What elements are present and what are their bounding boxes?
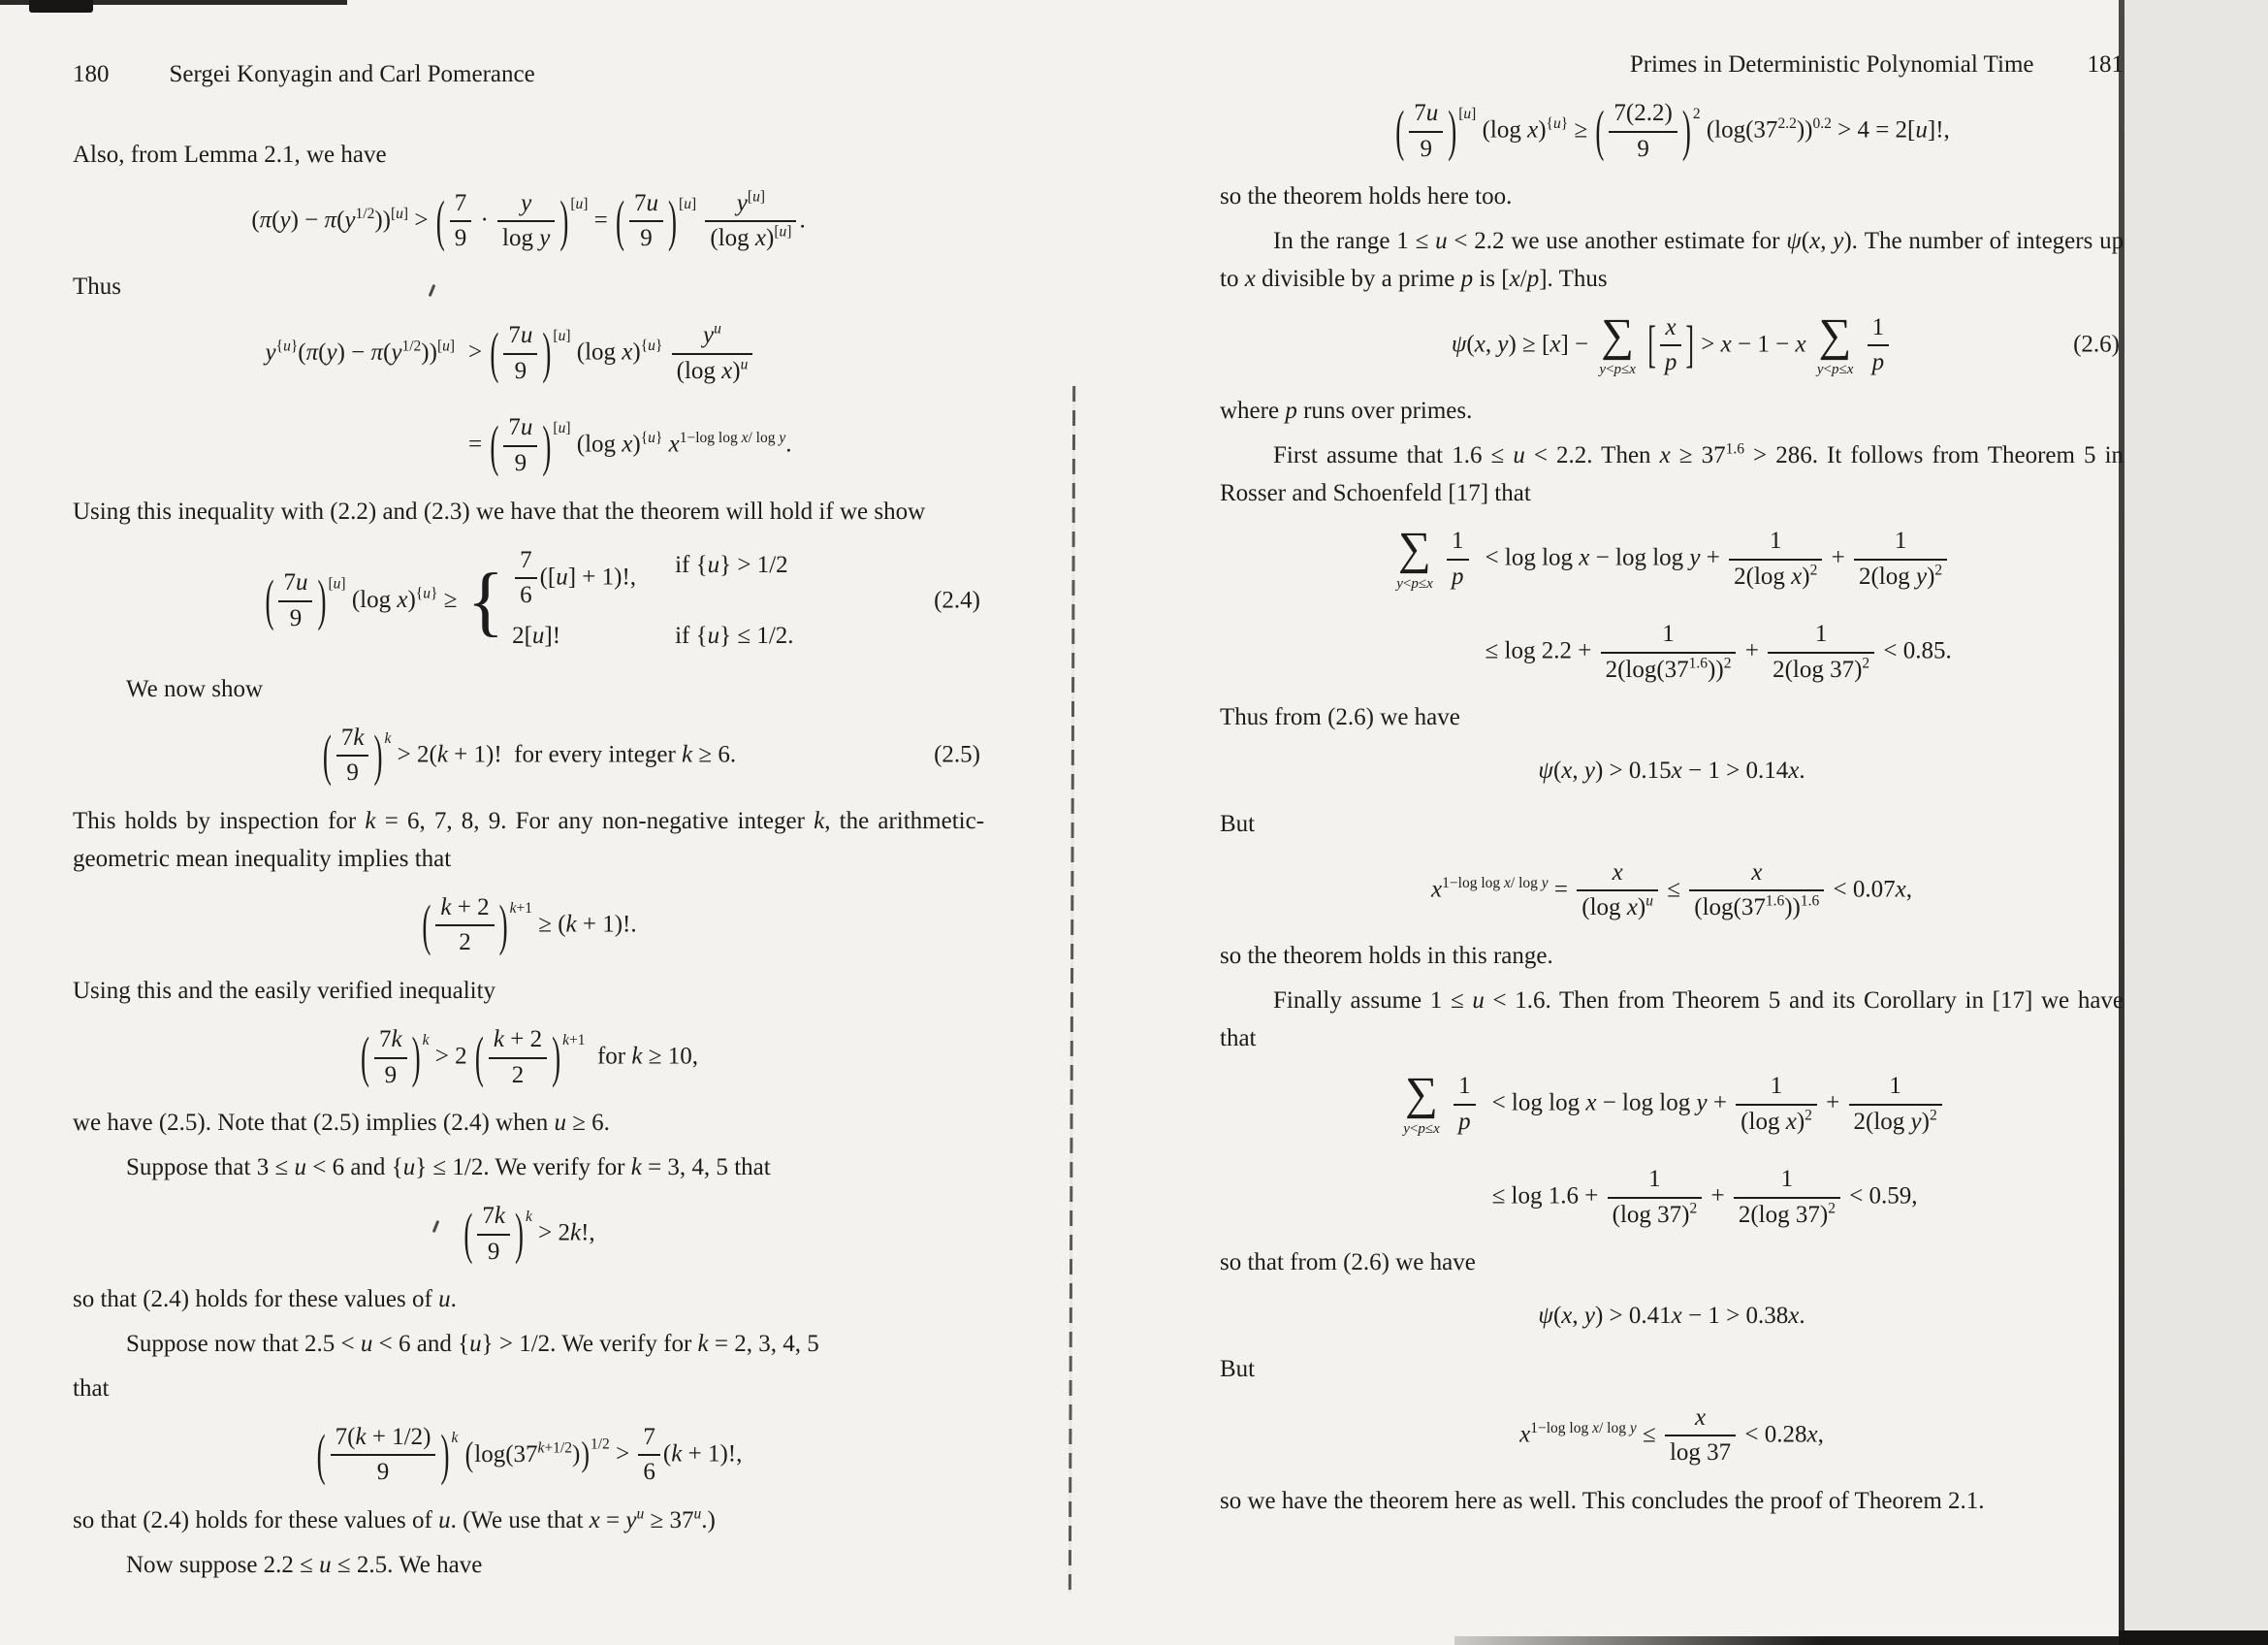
equation-row: ≤ log 2.2 + $\frac{1}{2(\log(37^{1.6}))^2}$ + $\frac{1}{2(\log 37)^2}$ < 0.85. xyxy=(1485,620,1952,683)
equation-body: ψ(x, y) ≥ [x] − ∑ y<p≤x [ $\frac{x}{p}$ ] > x − 1 − x ∑ y<p≤x $\frac{1}{p}$ xyxy=(1452,314,1892,378)
paragraph: Suppose that 3 ≤ u < 6 and {u} ≤ 1/2. We verify for k = 3, 4, 5 that xyxy=(126,1154,771,1180)
display-equation-aligned xyxy=(73,322,984,478)
paragraph: Finally assume 1 ≤ u < 1.6. Then from Theorem 5 and its Corollary in [17] we have that xyxy=(1220,986,2124,1051)
equation-body: ( $\frac{7k}{9}$ ) $^k$ > 2k!, xyxy=(463,1202,595,1265)
right-page xyxy=(1220,0,2124,1528)
paragraph: Thus from (2.6) we have xyxy=(1220,704,1460,731)
running-head-title-right: Primes in Deterministic Polynomial Time xyxy=(1629,51,2034,78)
equation-number: (2.6) xyxy=(2073,331,2120,358)
paragraph: We now show xyxy=(126,675,264,702)
bottom-edge-corner xyxy=(2119,1630,2268,1645)
display-equation xyxy=(73,547,984,656)
equation-body: $(\pi(y) - \pi(y^{1/2}))[u]$ > ( $\frac{7}{9}$ · $\frac{y}{\text{log y}}$ ) [u] = ( $\frac{7u}{9}$ ) [u] $\frac{y^{[u]}}{(\log x)^{[u]}}$ . xyxy=(251,188,806,252)
equation-lhs: ∑ y<p≤x $\frac{1}{p}$ xyxy=(1391,528,1471,592)
equation-row: > ( $\frac{7u}{9}$ ) [u] (log x)$^{\{u\}}$ $\frac{y^u}{(\log x)^u}$ xyxy=(468,322,791,386)
paragraph: we have (2.5). Note that (2.5) implies (2.4) when u ≥ 6. xyxy=(73,1110,610,1137)
page-number-left: 180 xyxy=(73,61,110,87)
display-equation xyxy=(73,725,984,789)
equation-number: (2.4) xyxy=(934,587,980,614)
equation-body: ( $\frac{7k}{9}$ ) $^k$ > 2(k + 1)! for every integer k ≥ 6. xyxy=(322,723,737,787)
equation-body: $x^{1-log log x/ log y}$ = $\frac{x}{(\log x)^u}$ ≤ $\frac{x}{(\log(37^{1.6}))^{1.6}}$ < 0.07x, xyxy=(1431,858,1912,921)
paragraph: But xyxy=(1220,810,1256,837)
equation-body: ( $\frac{7u}{9}$ ) [u] (log x)$^{\{u\}}$ ≥ { $\frac{7}{6}$ ([u] + 1)!, if {u} > 1/2 2[u]! if {u} ≤ 1/2. xyxy=(265,546,794,649)
display-equation xyxy=(1220,1298,2124,1336)
paragraph: so that from (2.6) we have xyxy=(1220,1249,1476,1276)
paragraph: Using this inequality with (2.2) and (2.3) we have that the theorem will hold if we show xyxy=(73,498,926,525)
display-equation xyxy=(73,1026,984,1090)
paragraph: that xyxy=(73,1374,110,1402)
paragraph: so we have the theorem here as well. This concludes the proof of Theorem 2.1. xyxy=(1220,1488,1985,1514)
paragraph: First assume that 1.6 ≤ u < 2.2. Then $x \ge 37^{1.6} > 286$. It follows from Theorem 5 in Rosser and Schoenfeld [17] that xyxy=(1220,440,2124,506)
paragraph: Using this and the easily verified inequality xyxy=(73,978,496,1004)
outer-right-band xyxy=(2124,0,2268,1645)
equation-row: ≤ log 1.6 + $\frac{1}{(\log 37)^2}$ + $\frac{1}{2(\log 37)^2}$ < 0.59, xyxy=(1491,1165,1918,1228)
paragraph: where p runs over primes. xyxy=(1220,398,1473,424)
paragraph: Also, from Lemma 2.1, we have xyxy=(73,141,387,168)
display-equation xyxy=(1220,309,2124,378)
equation-row: = ( $\frac{7u}{9}$ ) [u] (log x)$^{\{u\}}$ $x^{1-log log x/ log y}$. xyxy=(468,413,792,477)
display-equation xyxy=(73,190,984,254)
running-head-left xyxy=(73,56,984,94)
paragraph: Suppose now that 2.5 < u < 6 and {u} > 1/2. We verify for k = 2, 3, 4, 5 xyxy=(126,1331,819,1357)
equation-row: < log log x − log log y + $\frac{1}{(\log x)^2}$ + $\frac{1}{2(\log y)^2}$ xyxy=(1492,1073,1945,1137)
display-equation xyxy=(73,894,984,958)
equation-row: < log log x − log log y + $\frac{1}{2(\log x)^2}$ + $\frac{1}{2(\log y)^2}$ xyxy=(1485,528,1952,592)
display-equation xyxy=(73,1203,984,1267)
paragraph: so the theorem holds here too. xyxy=(1220,183,1513,210)
equation-body: ψ(x, y) > 0.41x − 1 > 0.38x. xyxy=(1538,1303,1805,1329)
paragraph: In the range 1 ≤ u < 2.2 we use another estimate for ψ(x, y). The number of integers up to x divisible by a prime p is [x/p]. Thus xyxy=(1220,228,2124,292)
equation-body: ( $\frac{7(k + 1/2)}{9}$ ) $^k$ ( $\log(37^{k+1/2})$ ) $^{1/2}$ > $\frac{7}{6}$ (k + 1)!, xyxy=(316,1422,743,1486)
gutter-shadow xyxy=(1069,386,1075,1594)
equation-body: $x^{1-log log x/ log y}$ ≤ $\frac{x}{\log 37}$ < 0.28x, xyxy=(1519,1403,1824,1467)
right-page-content xyxy=(1220,100,2124,1521)
paragraph: But xyxy=(1220,1355,1256,1382)
running-head-right xyxy=(1220,47,2124,84)
display-equation-aligned xyxy=(1220,1069,2124,1229)
paragraph: Thus xyxy=(73,274,121,300)
paragraph: Now suppose 2.2 ≤ u ≤ 2.5. We have xyxy=(126,1551,483,1578)
display-equation-aligned xyxy=(1220,524,2124,684)
equation-body: ( $\frac{k + 2}{2}$ ) $^{k+1}$ ≥ (k + 1)!. xyxy=(422,892,637,956)
left-page-content xyxy=(73,137,984,1585)
equation-lhs: ∑ y<p≤x $\frac{1}{p}$ xyxy=(1398,1073,1478,1137)
equation-number: (2.5) xyxy=(934,741,980,768)
equation-body: ( $\frac{7k}{9}$ ) $^k$ > 2 ( $\frac{k + 2}{2}$ ) $^{k+1}$ for k ≥ 10, xyxy=(361,1025,698,1088)
equation-body: ψ(x, y) > 0.15x − 1 > 0.14x. xyxy=(1538,758,1805,784)
display-equation xyxy=(1220,1404,2124,1468)
display-equation xyxy=(73,1424,984,1488)
paragraph: so that (2.4) holds for these values of u. xyxy=(73,1286,457,1313)
equation-body: ( $\frac{7u}{9}$ ) [u] (log x)$^{\{u\}}$ ≥ ( $\frac{7(2.2)}{9}$ ) $^2$ $(\log(37^{2.2}))^{0.2} > 4 = 2[u]$!, xyxy=(1395,99,1950,162)
paragraph: This holds by inspection for k = 6, 7, 8, 9. For any non-negative integer k, the arithmetic-geometric mean inequality implies that xyxy=(73,808,985,872)
display-equation xyxy=(1220,859,2124,923)
running-head-title-left: Sergei Konyagin and Carl Pomerance xyxy=(169,61,535,87)
paragraph: so the theorem holds in this range. xyxy=(1220,943,1553,969)
paragraph: so that (2.4) holds for these values of u. (We use that $x = y^u \ge 37^u$.) xyxy=(73,1505,716,1533)
display-equation xyxy=(1220,753,2124,790)
equation-lhs: $y^{\{u\}}(\pi(y) - \pi(y^{1/2}))[u]$ xyxy=(265,338,456,367)
display-equation xyxy=(1220,100,2124,164)
left-page xyxy=(73,0,984,1592)
page-number-right: 181 xyxy=(2087,51,2124,78)
